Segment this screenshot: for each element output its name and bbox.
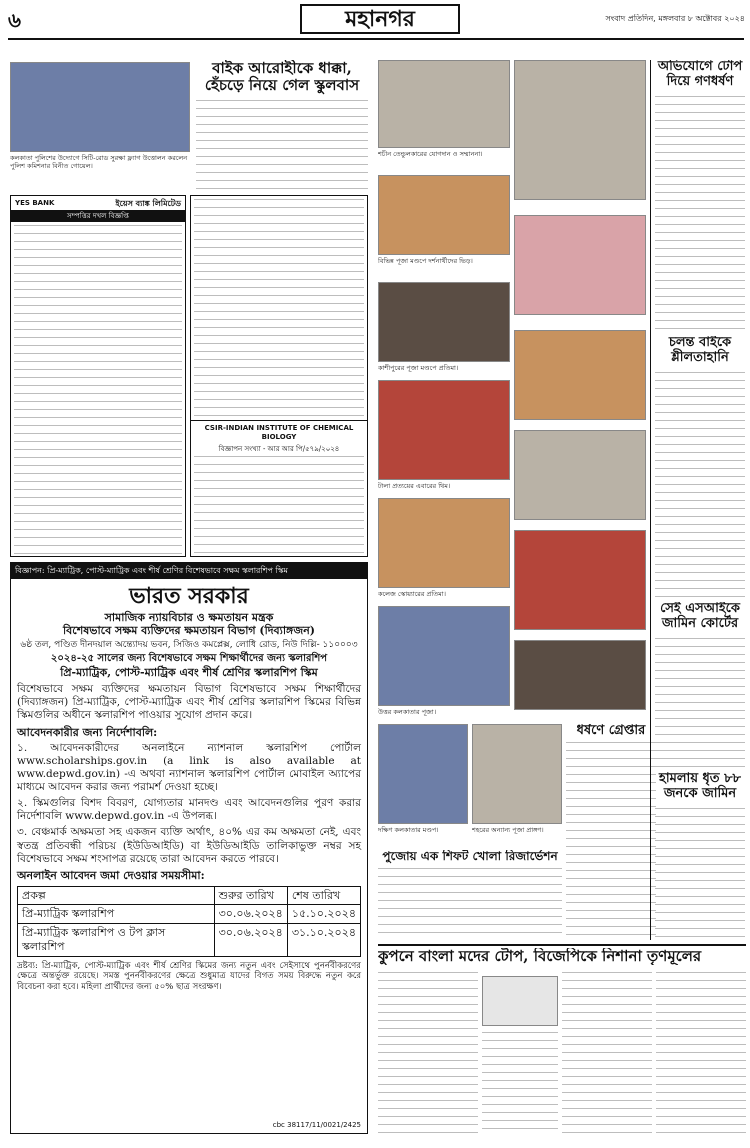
police-flag-photo xyxy=(10,62,190,152)
table-cell: ৩০.০৬.২০২৪ xyxy=(214,905,287,924)
ad-code: cbc 38117/11/0021/2425 xyxy=(272,1121,361,1130)
puja-photo xyxy=(514,330,646,420)
ad-item-1: ১. আবেদনকারীদের অনলাইনে ন্যাশনাল স্কলারশিপ পোর্টাল www.scholarships.gov.in (a link is also available at www.depwd.gov.in) -এ অথবা ন্যাশনাল স্কলারশিপ পোর্টাল মোবাইল অ্যাপের মাধ্যমে আবেদন করার জন্য পরামর্শ দেওয়া হচ্ছে। xyxy=(17,741,361,793)
ad-address: ৬ষ্ঠ তল, পণ্ডিত দীনদয়াল অন্ত্যোদয় ভবন, সিজিও কমপ্লেক্স, লোধি রোড, নিউ দিল্লি- ১১০০০৩ xyxy=(20,640,358,650)
ad-schedule-table xyxy=(17,886,361,957)
csir-body xyxy=(194,456,364,557)
right-story1-body xyxy=(655,96,745,332)
sachin-photo xyxy=(378,60,510,148)
ad-intro: বিশেষভাবে সক্ষম ব্যক্তিদের ক্ষমতায়ন বিভাগ বিশেষভাবে সক্ষম শিক্ষার্থীদের (দিব্যাঙ্গজন) প্রি-ম্যাট্রিক, পোস্ট-ম্যাট্রিক এবং শীর্ষ শ্রেণির স্কলারশিপ স্কিমের বিভিন্ন স্কিমগুলির অধীনে স্কলারশিপ পাওয়ার সুযোগ প্রদান করে। xyxy=(17,682,361,721)
puja-photo xyxy=(378,724,468,824)
ad-banner: বিজ্ঞাপন: প্রি-ম্যাট্রিক, পোস্ট-ম্যাট্রিক এবং শীর্ষ শ্রেণির বিশেষভাবে সক্ষম স্কলারশিপ স্কিম xyxy=(11,563,367,579)
right-story2-headline: চলন্ত বাইকে শ্লীলতাহানি xyxy=(668,336,732,365)
shift-story-headline: পুজোয় এক শিফট খোলা রিজার্ভেশন xyxy=(382,850,558,863)
bike-headline-line1: বাইক আরোহীকে ধাক্কা, xyxy=(212,60,352,77)
table-cell: ৩০.০৬.২০২৪ xyxy=(214,924,287,957)
arrest-story-headline: ধর্ষণে গ্রেপ্তার xyxy=(576,724,646,738)
middle-caption: দক্ষিণ কলকাতার মণ্ডপ। xyxy=(378,826,439,834)
bottom-story-body xyxy=(378,972,478,1136)
police-photo-caption: কলকাতা পুলিশের উদ্যোগে সিটি-রোড সুরক্ষা ফ্ল্যাগ উত্তোলন করলেন পুলিশ কমিশনার বিনীত গোয়েল। xyxy=(10,154,188,171)
section-title: মহানগর xyxy=(300,4,460,34)
issue-info: সংবাদ প্রতিদিন, মঙ্গলবার ৮ অক্টোবর ২০২৪ xyxy=(605,14,745,23)
ad-scheme-line: প্রি-ম্যাট্রিক, পোস্ট-ম্যাট্রিক এবং শীর্ষ শ্রেণির স্কলারশিপ স্কিম xyxy=(60,665,318,679)
middle-caption: কলেজ স্কোয়্যারের প্রতিমা। xyxy=(378,590,446,598)
bank-brand: YES BANK xyxy=(15,198,55,207)
ad-item-3: ৩. বেঞ্চমার্ক অক্ষমতা সহ একজন ব্যক্তি অর্থাৎ, ৪০% এর কম অক্ষমতা নেই, এবং স্বতন্ত্র প্রতিবন্ধী পরিচয় (ইউডিআইডি) বা ইউডিআইডি তালিকাভুক্ত নম্বর সহ বিশেষভাবে সক্ষম শংসাপত্র রয়েছে তারা আবেদন করতে পারবে। xyxy=(17,826,361,865)
bike-story-body xyxy=(196,100,368,190)
table-row xyxy=(18,905,361,924)
ad-year-line: ২০২৪-২৫ সালের জন্য বিশেষভাবে সক্ষম শিক্ষার্থীদের জন্য স্কলারশিপ xyxy=(50,653,328,665)
right-story3-headline: সেই এসআইকে জামিন কোর্টের xyxy=(660,602,740,631)
table-cell: প্রি-ম্যাট্রিক স্কলারশিপ xyxy=(18,905,215,924)
middle-caption: উত্তর কলকাতার পূজা। xyxy=(378,708,437,716)
bike-headline-line2: হেঁচড়ে নিয়ে গেল স্কুলবাস xyxy=(204,76,360,95)
right-story4-body xyxy=(655,808,745,938)
right-story2-body xyxy=(655,372,745,598)
scholarship-ad xyxy=(10,562,368,1134)
csir-title: CSIR-INDIAN INSTITUTE OF CHEMICAL BIOLOGY xyxy=(191,420,367,445)
puja-photo xyxy=(514,215,646,315)
table-header: প্রকল্প xyxy=(18,886,215,905)
table-cell: ১৫.১০.২০২৪ xyxy=(287,905,360,924)
csir-notice xyxy=(190,195,368,557)
bottom-story-headline: কুপনে বাংলা মদের টোপ, বিজেপিকে নিশানা তৃণমূলের xyxy=(378,948,702,965)
page-number: ৬ xyxy=(8,8,22,32)
header-rule xyxy=(8,38,744,40)
puja-photo xyxy=(514,640,646,710)
puja-photo xyxy=(514,430,646,520)
bottom-rule xyxy=(378,944,746,946)
bottom-story-body xyxy=(482,1032,558,1136)
ad-instructions-title: আবেদনকারীর জন্য নির্দেশাবলি: xyxy=(17,725,158,739)
middle-caption: শচীন তেন্ডুলকারের যোগদান ও সম্মাননা। xyxy=(378,150,483,158)
bank-notice xyxy=(10,195,186,557)
shift-story-body xyxy=(378,868,562,938)
arrest-story-body xyxy=(566,742,656,938)
table-row xyxy=(18,924,361,957)
bank-notice-body xyxy=(14,225,182,555)
puja-photo xyxy=(514,60,646,200)
table-header: শেষ তারিখ xyxy=(287,886,360,905)
puja-photo xyxy=(472,724,562,824)
right-story4-headline: হামলায় ধৃত ৮৮ জনকে জামিন xyxy=(659,772,741,801)
coupon-photo xyxy=(482,976,558,1026)
csir-subtitle: বিজ্ঞাপন সংখ্যা - আর আর পি/৫৭৯/২০২৪ xyxy=(218,444,340,453)
puja-photo xyxy=(378,380,510,480)
bank-title: ইয়েস ব্যাঙ্ক লিমিটেড xyxy=(115,198,181,208)
right-story3-body xyxy=(655,638,745,768)
table-cell: ৩১.১০.২০২৪ xyxy=(287,924,360,957)
ad-item-2: ২. স্কিমগুলির বিশদ বিবরণ, যোগ্যতার মানদণ্ড এবং আবেদনগুলির পুরণ করার নির্দেশাবলি www.depwd.gov.in -এ উপলব্ধ। xyxy=(17,797,361,823)
puja-photo xyxy=(378,606,510,706)
bike-story-headline xyxy=(196,60,368,95)
ad-ministry: সামাজিক ন্যায়বিচার ও ক্ষমতায়ন মন্ত্রক xyxy=(104,610,274,624)
puja-photo xyxy=(378,175,510,255)
middle-caption: বিভিন্ন পূজা মণ্ডপে দর্শনার্থীদের ভিড়। xyxy=(378,257,473,265)
ad-department: বিশেষভাবে সক্ষম ব্যক্তিদের ক্ষমতায়ন বিভাগ (দিব্যাঙ্গজন) xyxy=(63,624,315,638)
bottom-story-body xyxy=(656,972,746,1136)
middle-caption: শহরের অন্যান্য পূজা প্রাঙ্গণ। xyxy=(472,826,544,834)
right-story1-headline: অভিযোগে টোপ দিয়ে গণধর্ষণ xyxy=(657,60,743,89)
middle-caption: কাশীপুরের পূজা মণ্ডপে প্রতিমা। xyxy=(378,364,459,372)
middle-caption: টালা প্রত্যয়ের এবারের থিম। xyxy=(378,482,451,490)
ad-title: ভারত সরকার xyxy=(129,583,249,609)
ad-schedule-title: অনলাইন আবেদন জমা দেওয়ার সময়সীমা: xyxy=(17,868,205,882)
puja-photo xyxy=(378,282,510,362)
bank-subtitle: সম্পত্তির দখল বিজ্ঞপ্তি xyxy=(11,211,185,222)
csir-left-text xyxy=(194,199,364,417)
column-rule xyxy=(650,60,651,940)
table-header: শুরুর তারিখ xyxy=(214,886,287,905)
ad-note: দ্রষ্টব্য: প্রি-ম্যাট্রিক, পোস্ট-ম্যাট্রিক এবং শীর্ষ শ্রেণির স্কিমের জন্য নতুন এবং সেইসাথে পুনর্নবীকরণের ক্ষেত্রে অন্তর্ভুক্ত রয়েছে। সমস্ত পুনর্নবীকরণের ক্ষেত্রে শুধুমাত্র যাদের বিগত সময় বিরুদ্ধে নতুন করে বিবেচনা করা হবে। মহিলা প্রার্থীদের জন্য ৫০% ছাত্র সংরক্ষণ। xyxy=(17,960,361,992)
bottom-story-body xyxy=(562,972,652,1136)
table-cell: প্রি-ম্যাট্রিক স্কলারশিপ ও টপ ক্লাস স্কলারশিপ xyxy=(18,924,215,957)
puja-photo xyxy=(514,530,646,630)
puja-photo xyxy=(378,498,510,588)
